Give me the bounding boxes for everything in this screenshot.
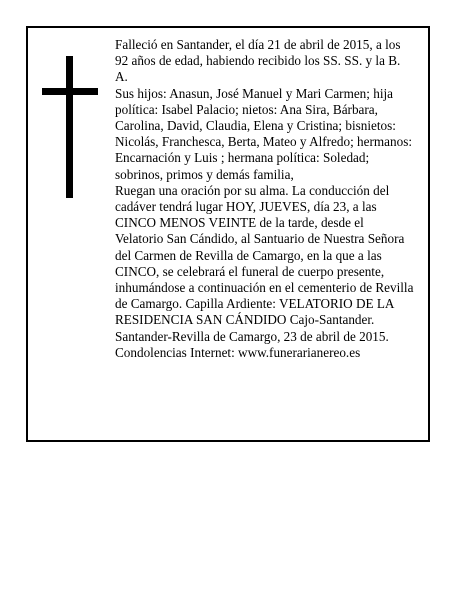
cross-icon (42, 56, 98, 198)
family-list: Sus hijos: Anasun, José Manuel y Mari Carmen; hija política: Isabel Palacio; nietos: Ana Sira, Bárbara, Carolina, David, Claudia, Elena y Cristina; bisnietos: Nicolás, Franchesca, Berta, Mateo y Alfredo; hermanos: Encarnación y Luis ; hermana política: Soledad; sobrinos, primos y demás familia, (115, 85, 412, 182)
funeral-details: Ruegan una oración por su alma. La conducción del cadáver tendrá lugar HOY, JUEVES, día 23, a las CINCO MENOS VEINTE de la tarde, desde el Velatorio San Cándido, al Santuario de Nuestra Señora del Carmen de Revilla de Camargo, en la que a las CINCO, se celebrará el funeral de cuerpo presente, inhumándose a continuación en el cementerio de Revilla de Camargo. Capilla Ardiente: VELATORIO DE LA RESIDENCIA SAN CÁNDIDO Cajo-Santander. (115, 182, 414, 328)
cross-vertical-bar (66, 56, 73, 198)
death-announcement: Falleció en Santander, el día 21 de abril de 2015, a los 92 años de edad, habiendo recibido los SS. SS. y la B. A. (115, 37, 401, 85)
place-date: Santander-Revilla de Camargo, 23 de abril de 2015. (115, 328, 389, 344)
condolences-line: Condolencias Internet: www.funerarianereo.es (115, 344, 361, 360)
notice-text (115, 37, 415, 361)
cross-horizontal-bar (42, 88, 98, 95)
obituary-notice (26, 26, 430, 442)
